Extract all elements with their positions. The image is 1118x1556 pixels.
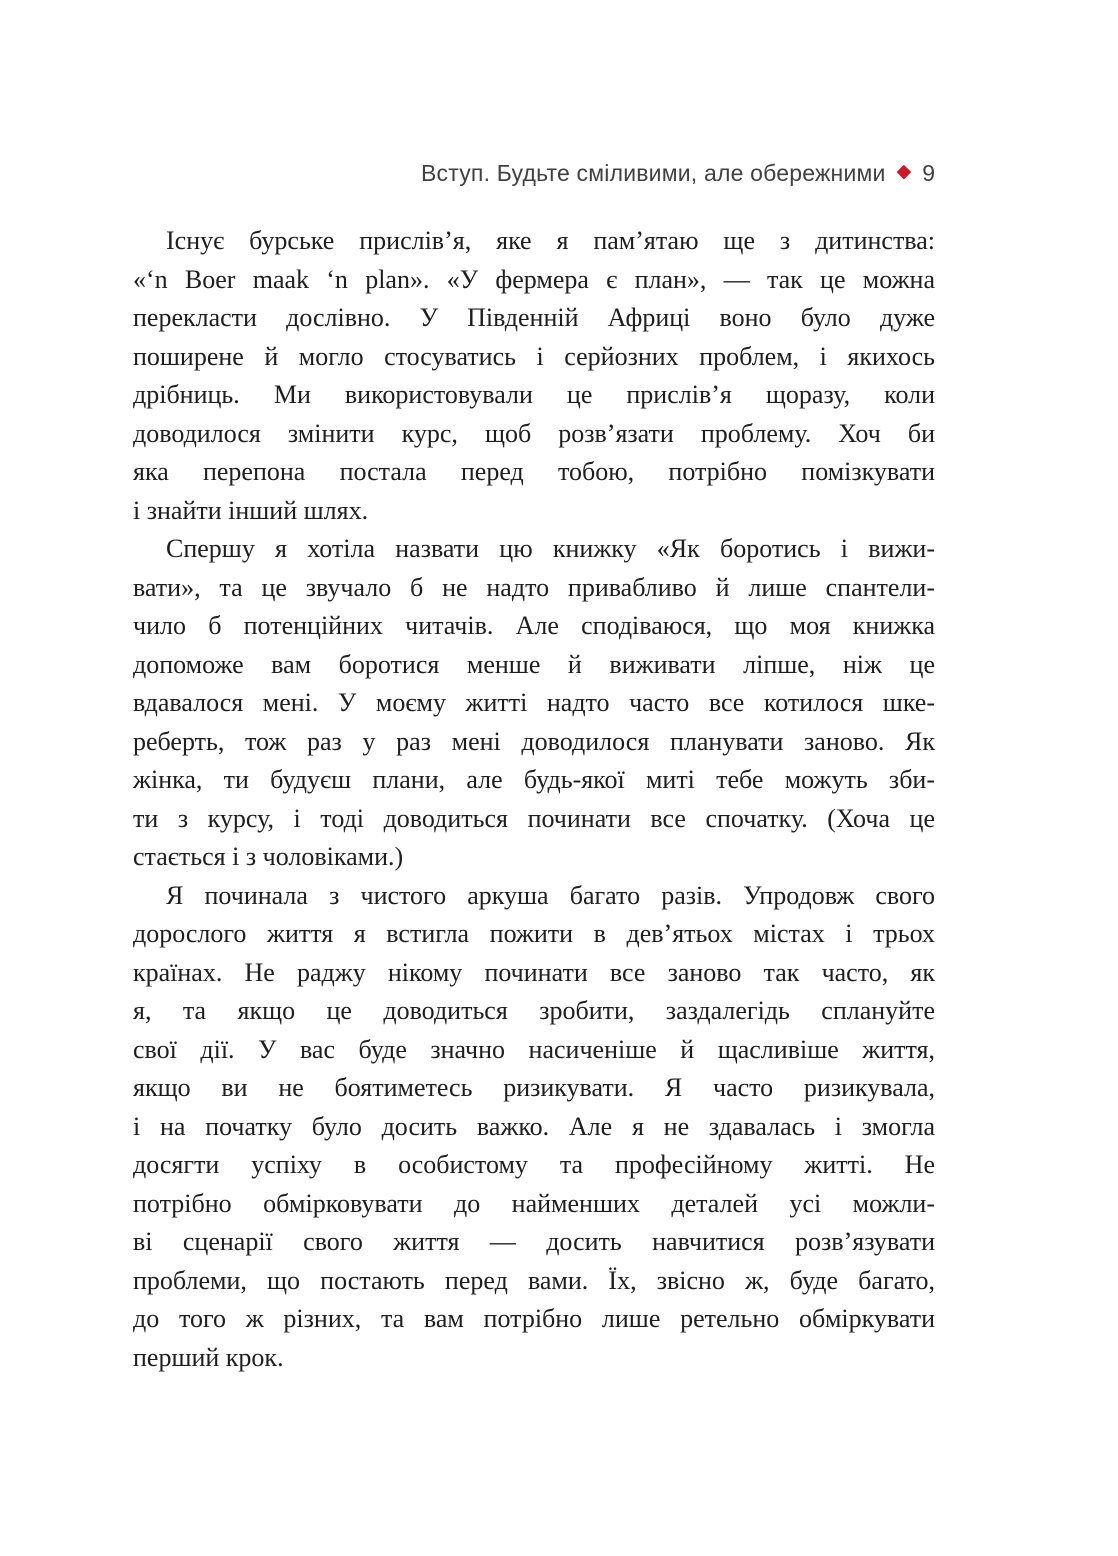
text-line: досягти успіху в особистому та професійному житті. Не [133,1150,935,1179]
text-line: потрібно обмірковувати до найменших деталей усі можли- [133,1188,935,1218]
text-line: і на початку було досить важко. Але я не здавалась і змогла [133,1111,935,1141]
text-line: ти з курсу, і тоді доводиться починати все спочатку. (Хоча це [133,803,935,833]
text-line: ві сценарії свого життя — досить навчитися розв’язувати [133,1227,935,1256]
text-line: жінка, ти будуєш плани, але будь-якої миті тебе можуть зби- [133,765,935,794]
running-header [133,158,935,188]
text-line: реберть, тож раз у раз мені доводилося планувати заново. Як [133,726,935,756]
text-line: до того ж різних, та вам потрібно лише ретельно обміркувати [133,1304,935,1333]
text-line: дрібниць. Ми використовували це прислів’я щоразу, коли [133,380,935,409]
text-line: Я починала з чистого аркуша багато разів. Упродовж свого [166,880,935,910]
text-line: Спершу я хотіла назвати цю книжку «Як боротись і вижи- [166,534,935,563]
page-number: 9 [922,160,935,186]
text-line: я, та якщо це доводиться зробити, заздалегідь сплануйте [133,996,935,1025]
text-line: поширене й могло стосуватись і серйозних проблем, і якихось [133,341,935,371]
text-line: вдавалося мені. У моєму житті надто часто все котилося шке- [133,688,935,717]
text-line: проблеми, що постають перед вами. Їх, звісно ж, буде багато, [133,1265,935,1295]
paragraph [133,877,935,1378]
text-line: перший крок. [133,1342,284,1372]
text-line: Існує бурське прислів’я, яке я пам’ятаю ще з дитинства: [166,226,935,255]
text-line: яка перепона постала перед тобою, потрібно помізкувати [133,457,935,486]
text-line: якщо ви не боятиметесь ризикувати. Я часто ризикувала, [133,1073,935,1102]
body-text [133,222,935,1377]
paragraph [133,222,935,530]
text-line: «‘n Boer maak ‘n plan». «У фермера є план», — так це можна [133,264,935,294]
diamond-icon: ◆ [896,161,912,182]
text-line: доводилося змінити курс, щоб розв’язати проблему. Хоч би [133,418,935,448]
chapter-title: Вступ. Будьте сміливими, але обережними [421,160,886,186]
text-line: чило б потенційних читачів. Але сподіваюся, що моя книжка [133,611,935,640]
text-line: свої дії. У вас буде значно насиченіше й щасливіше життя, [133,1034,935,1064]
text-line: країнах. Не раджу нікому починати все заново так часто, як [133,957,935,987]
text-line: і знайти інший шлях. [133,495,369,525]
text-line: стається і з чоловіками.) [133,842,404,871]
text-line: перекласти дослівно. У Південній Африці воно було дуже [133,303,935,332]
text-line: допоможе вам боротися менше й виживати ліпше, ніж це [133,649,935,679]
text-line: дорослого життя я встигла пожити в дев’ятьох містах і трьох [133,919,935,948]
paragraph [133,530,935,877]
text-line: вати», та це звучало б не надто привабливо й лише спантели- [133,572,935,602]
